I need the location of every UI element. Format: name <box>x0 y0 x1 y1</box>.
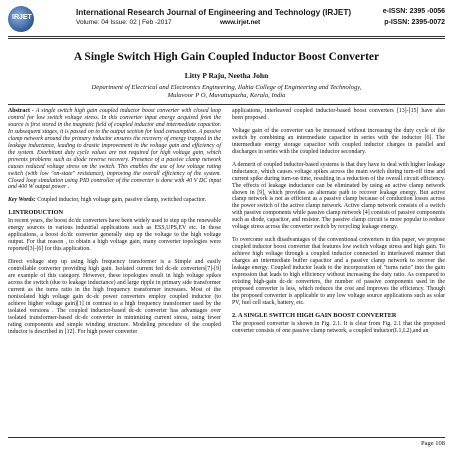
journal-name: International Research Journal of Engineering and Technology (IRJET) <box>76 8 352 17</box>
paragraph: In recent years, the boost dc/dc converters have been widely used to step up the renewable energy sources in various industrial applications such as ESS,UPS,EV etc. In those applications, a boost dc/dc converter generally step up the voltage to the high voltage output. For that reason , to obtain a high voltage gain, many converter topologies were reported[3]-[6] for this application. <box>8 218 221 253</box>
paragraph: The proposed converter is shown in Fig. 2.1. It is clear from Fig. 2.1 that the proposed converter consists of one passive clamp network, a coupled inductor(L1,L2),and an <box>232 320 445 334</box>
keywords <box>8 197 221 204</box>
paragraph: A demerit of coupled inductor-based systems is that they have to deal with higher leakage inductance, which causes voltage spikes across the main switch during turn-off time and current spike during turn-on time, resulting in a reduction of the overall circuit efficiency. The effects of leakage inductance can be eliminated by using an active clamp network shown in [9], which provides an alternate path to recover leakage energy. But active clamp network is not as efficient as a passive clamp because of conduction losses across the power switch of the active clamp network. Active clamp network consists of a switch with passive components while passive clamp network [4] consists of passive components such as diode, capacitor, and resistor. The passive clamp circuit is more popular to reduce voltage stress across the converter switch by recycling leakage energy. <box>232 161 445 231</box>
page-number: Page 108 <box>420 440 445 447</box>
paper-title: A Single Switch High Gain Coupled Inductor Boost Converter <box>73 51 380 63</box>
paragraph: To overcome such disadvantages of the conventional converters in this paper, we propose coupled inductor boost converter that features low switch voltage stress and high gain. To achieve high voltage through a coupled inductor connected in interleaved manner that charges an intermediate buffer capacitor and a passive clamp network to recover the leakage energy. Coupled inductor leads to the incorporation of "turns ratio" into the gain expression that leads to high efficiency without increasing the duty ratio. As compared to existing high-gain dc-dc converters, the number of passive components used in the proposed converter is less, which reduces the cost and improves the efficiency. Though the proposed converter is applicable to any low voltage source applications such as solar PV, fuel cell stack, battery, etc. <box>232 237 445 306</box>
journal-header <box>8 6 445 34</box>
header-divider <box>8 36 445 37</box>
section-heading-introduction: 1.INTRODUCTION <box>8 209 64 217</box>
e-issn: e-ISSN: 2395 -0056 <box>382 8 445 15</box>
paragraph: applications, interleaved coupled inductor-based boost converters [13]-[15] have also been proposed . <box>232 108 445 121</box>
left-column <box>8 108 221 342</box>
volume-issue: Volume: 04 Issue: 02 | Feb -2017 <box>76 19 172 26</box>
abstract-label: Abstract - <box>8 108 34 114</box>
affiliation <box>30 84 423 100</box>
abstract-text: A single switch high gain coupled inductor boost converter with closed loop control for low switch voltage stress. In this converter input energy acquired from the source is first stored in the magnetic field of coupled inductor and intermediate capacitor. In subsequent stages, it is passed on to the output section for load consumption. A passive clamp network around the primary inductor ensures the recovery of energy trapped in the leakage inductance, leading to drastic improvement in the voltage gain and efficiency of the system. Exorbitant duty cycle values are not required for high voltage gain, which prevents problems such as diode reverse recovery. Presence of a passive clamp network causes reduced voltage stress on the switch. This enables the use of low voltage rating switch (with low "on-state" resistance), improving the overall efficiency of the system. Closed loop simulation using PID controller of the converter is done with 40 V DC input and 400 W output power . <box>8 108 221 191</box>
p-issn: p-ISSN: 2395-0072 <box>384 19 445 26</box>
paper-authors: Litty P Raju, Neetha John <box>184 71 269 80</box>
journal-website: www.irjet.net <box>220 19 261 26</box>
keywords-text: Coupled inductor, high voltage gain, passive clamp, switched capacitor. <box>35 197 207 204</box>
affiliation-line-2: Mulavoor P O, Muvattupuzha, Kerala, India <box>167 92 286 99</box>
paragraph: Voltage gain of the converter can be increased without increasing the duty cycle of the switch by combining an intermediate capacitor in series with the inductor [6]. The intermediate energy storage capacitor with coupled inductor charges in parallel and discharges in series with the coupled inductor secondary. <box>232 127 445 155</box>
right-column <box>232 108 445 341</box>
abstract <box>8 108 221 191</box>
footer-divider <box>8 437 445 438</box>
paragraph: Direct voltage step up using high frequency transformer is a Simple and easily controllable converter providing high gain. Isolated current fed dc-dc converters[7]-[9] are example of this category. However, these topologies result in high voltage spikes across the switch (due to leakage inductance) and large ripple in primary side transformer current as the turns ratio in the high frequency transformer increases. Most of the nonisolated high voltage gain dc-dc power converters employ coupled inductor (to achieve higher voltage gain)[1] in contrast to a high frequency transformer used by the isolated versions . The coupled inductor-based dc-dc converter has advantages over isolated transformer-based dc-dc converter in minimizing current stress, using fewer rating components and simple winding structure. Modeling procedure of the coupled inductor is described in [12]. For high power converter <box>8 259 221 335</box>
keywords-label: Key Words: <box>8 197 36 204</box>
title-divider <box>8 104 445 105</box>
section-heading-converter: 2. A SINGLE SWITCH HIGH GAIN BOOST CONVERTER <box>232 311 397 319</box>
affiliation-line-1: Department of Electrical and Electronics Engineering, Ilahia College of Engineering and Technology, <box>91 84 362 91</box>
header-divider-2 <box>8 38 445 39</box>
logo-text: IRJET <box>12 14 32 21</box>
irjet-logo <box>8 6 34 32</box>
